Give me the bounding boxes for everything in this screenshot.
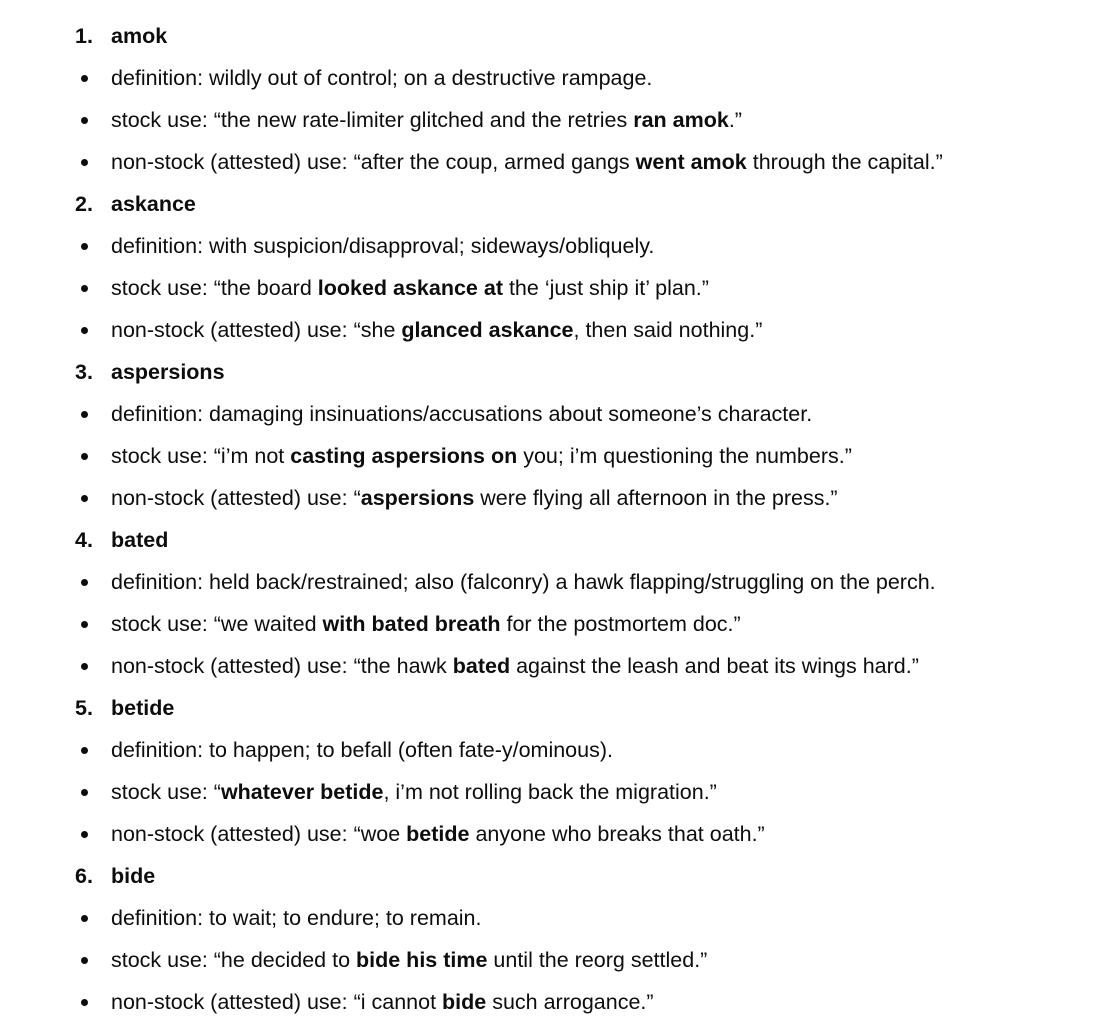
bullet-icon	[81, 579, 88, 586]
non-stock-item	[0, 645, 1102, 687]
text-segment: , i’m not rolling back the migration.”	[383, 780, 717, 804]
stock-item	[0, 267, 1102, 309]
entry-heading	[0, 351, 1102, 393]
highlighted-phrase: went amok	[635, 150, 747, 174]
definition-item	[0, 729, 1102, 771]
bullet-icon	[81, 747, 88, 754]
bullet-icon	[81, 327, 88, 334]
entry-term: askance	[111, 192, 196, 216]
stock-text	[111, 267, 709, 309]
bullet-icon	[81, 663, 88, 670]
entry-number: 3.	[75, 360, 93, 384]
entry-heading	[0, 687, 1102, 729]
stock-text	[111, 771, 717, 813]
non-stock-text	[111, 141, 943, 183]
text-segment: non-stock (attested) use: “i cannot	[111, 990, 443, 1014]
highlighted-phrase: glanced askance	[401, 318, 574, 342]
non-stock-item	[0, 141, 1102, 183]
text-segment: stock use: “the new rate-limiter glitched and the retries	[111, 108, 634, 132]
stock-text	[111, 99, 742, 141]
text-segment: stock use: “	[111, 780, 221, 804]
highlighted-phrase: bide	[442, 990, 487, 1014]
definition-item	[0, 225, 1102, 267]
highlighted-phrase: whatever betide	[220, 780, 384, 804]
definition-item	[0, 393, 1102, 435]
text-segment: definition: held back/restrained; also (falconry) a hawk flapping/struggling on the perch.	[111, 570, 936, 594]
stock-item	[0, 603, 1102, 645]
highlighted-phrase: aspersions	[360, 486, 475, 510]
entry-heading	[0, 855, 1102, 897]
stock-text	[111, 603, 741, 645]
definition-text	[111, 393, 812, 435]
text-segment: stock use: “the board	[111, 276, 318, 300]
text-segment: stock use: “he decided to	[111, 948, 357, 972]
text-segment: definition: to happen; to befall (often fate-y/ominous).	[111, 738, 613, 762]
definition-text	[111, 729, 613, 771]
highlighted-phrase: looked askance at	[317, 276, 503, 300]
text-segment: for the postmortem doc.”	[500, 612, 741, 636]
bullet-icon	[81, 621, 88, 628]
text-segment: non-stock (attested) use: “after the coup, armed gangs	[111, 150, 636, 174]
bullet-icon	[81, 117, 88, 124]
non-stock-item	[0, 981, 1102, 1023]
bullet-icon	[81, 957, 88, 964]
highlighted-phrase: with bated breath	[322, 612, 501, 636]
entry-number: 5.	[75, 696, 93, 720]
stock-item	[0, 771, 1102, 813]
text-segment: through the capital.”	[746, 150, 943, 174]
text-segment: definition: with suspicion/disapproval; sideways/obliquely.	[111, 234, 655, 258]
entry-heading	[0, 15, 1102, 57]
non-stock-item	[0, 477, 1102, 519]
text-segment: such arrogance.”	[486, 990, 654, 1014]
bullet-icon	[81, 285, 88, 292]
text-segment: , then said nothing.”	[573, 318, 763, 342]
text-segment: stock use: “i’m not	[111, 444, 291, 468]
stock-text	[111, 435, 852, 477]
entry-number: 2.	[75, 192, 93, 216]
bullet-icon	[81, 243, 88, 250]
text-segment: .”	[728, 108, 742, 132]
highlighted-phrase: ran amok	[633, 108, 729, 132]
text-segment: until the reorg settled.”	[487, 948, 708, 972]
entry-heading	[0, 519, 1102, 561]
text-segment: non-stock (attested) use: “she	[111, 318, 402, 342]
non-stock-text	[111, 477, 838, 519]
definition-item	[0, 897, 1102, 939]
non-stock-item	[0, 309, 1102, 351]
bullet-icon	[81, 999, 88, 1006]
highlighted-phrase: bide his time	[356, 948, 488, 972]
highlighted-phrase: betide	[406, 822, 470, 846]
text-segment: non-stock (attested) use: “woe	[111, 822, 407, 846]
entry-term: betide	[111, 696, 175, 720]
definition-text	[111, 897, 482, 939]
definition-text	[111, 57, 652, 99]
text-segment: you; i’m questioning the numbers.”	[517, 444, 852, 468]
entry-term: bated	[111, 528, 169, 552]
entry-term: aspersions	[111, 360, 225, 384]
stock-item	[0, 435, 1102, 477]
definition-text	[111, 561, 936, 603]
bullet-icon	[81, 495, 88, 502]
text-segment: the ‘just ship it’ plan.”	[502, 276, 709, 300]
highlighted-phrase: casting aspersions on	[290, 444, 518, 468]
stock-text	[111, 939, 707, 981]
text-segment: were flying all afternoon in the press.”	[474, 486, 838, 510]
bullet-icon	[81, 789, 88, 796]
entry-number: 6.	[75, 864, 93, 888]
bullet-icon	[81, 453, 88, 460]
non-stock-text	[111, 981, 654, 1023]
entry-number: 4.	[75, 528, 93, 552]
highlighted-phrase: bated	[452, 654, 511, 678]
non-stock-text	[111, 645, 919, 687]
bullet-icon	[81, 411, 88, 418]
entry-term: amok	[111, 24, 168, 48]
entry-term: bide	[111, 864, 156, 888]
text-segment: definition: to wait; to endure; to remain.	[111, 906, 482, 930]
bullet-icon	[81, 915, 88, 922]
definition-text	[111, 225, 654, 267]
text-segment: non-stock (attested) use: “the hawk	[111, 654, 453, 678]
text-segment: non-stock (attested) use: “	[111, 486, 361, 510]
non-stock-item	[0, 813, 1102, 855]
non-stock-text	[111, 309, 762, 351]
entry-heading	[0, 183, 1102, 225]
entry-number: 1.	[75, 24, 93, 48]
definition-item	[0, 561, 1102, 603]
text-segment: definition: damaging insinuations/accusations about someone’s character.	[111, 402, 813, 426]
text-segment: anyone who breaks that oath.”	[469, 822, 765, 846]
bullet-icon	[81, 75, 88, 82]
non-stock-text	[111, 813, 765, 855]
text-segment: against the leash and beat its wings hard.”	[510, 654, 919, 678]
stock-item	[0, 939, 1102, 981]
definition-item	[0, 57, 1102, 99]
stock-item	[0, 99, 1102, 141]
text-segment: stock use: “we waited	[111, 612, 323, 636]
bullet-icon	[81, 831, 88, 838]
text-segment: definition: wildly out of control; on a destructive rampage.	[111, 66, 653, 90]
bullet-icon	[81, 159, 88, 166]
